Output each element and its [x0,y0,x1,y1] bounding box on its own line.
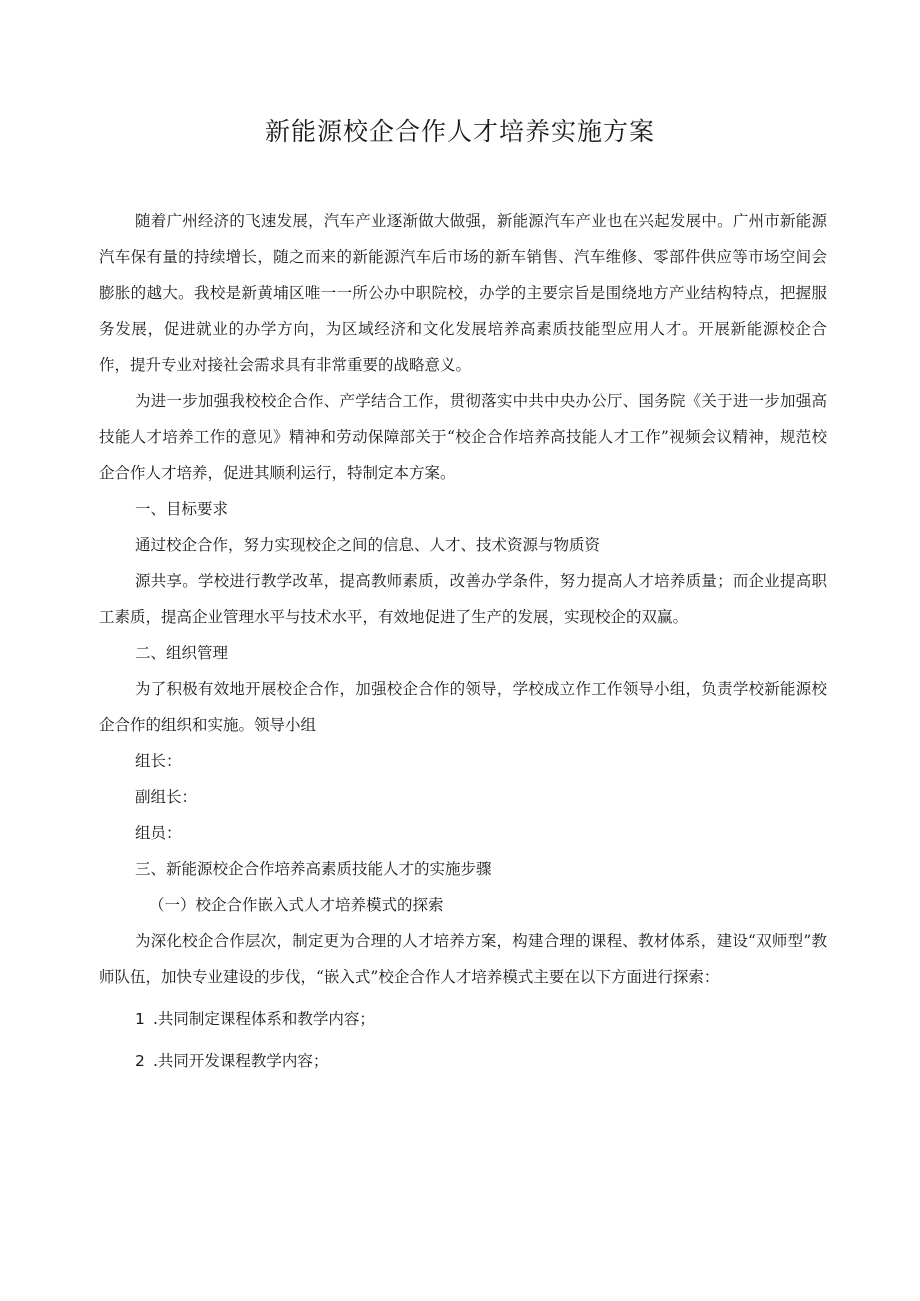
list-item-number: 1 [135,1010,145,1028]
members-label: 组员： [135,824,182,842]
deputy-leader-label: 副组长： [135,788,198,806]
list-item-number: 2 [135,1052,145,1070]
document-title: 新能源校企合作人才培养实施方案 [264,117,655,146]
intro-paragraph-2: 为进一步加强我校校企合作、产学结合工作，贯彻落实中共中央办公厅、国务院《关于进一步加强高技能人才培养工作的意见》精神和劳动保障部关于“校企合作培养高技能人才工作”视频会议精神，规范校企合作人才培养，促进其顺利运行，特制定本方案。 [99,392,827,482]
list-item-text: .共同开发课程教学内容； [153,1052,329,1070]
intro-paragraph-1: 随着广州经济的飞速发展，汽车产业逐渐做大做强，新能源汽车产业也在兴起发展中。广州市新能源汽车保有量的持续增长，随之而来的新能源汽车后市场的新车销售、汽车维修、零部件供应等市场空间会膨胀的越大。我校是新黄埔区唯一一所公办中职院校，办学的主要宗旨是围绕地方产业结构特点，把握服务发展，促进就业的办学方向，为区域经济和文化发展培养高素质技能型应用人才。开展新能源校企合作，提升专业对接社会需求具有非常重要的战略意义。 [99,212,827,374]
section1-line-2: 源共享。学校进行教学改革，提高教师素质，改善办学条件，努力提高人才培养质量；而企业提高职工素质，提高企业管理水平与技术水平，有效地促进了生产的发展，实现校企的双赢。 [99,572,827,626]
list-item [99,1001,827,1037]
section2-text: 为了积极有效地开展校企合作，加强校企合作的领导，学校成立作工作领导小组，负责学校新能源校企合作的组织和实施。领导小组 [99,680,827,734]
section3-subheading: （一）校企合作嵌入式人才培养模式的探索 [149,896,444,914]
section2-heading: 二、组织管理 [135,644,229,662]
document-body [99,203,827,1079]
section3-text: 为深化校企合作层次，制定更为合理的人才培养方案，构建合理的课程、教材体系，建设“双师型”教师队伍，加快专业建设的步伐，“嵌入式”校企合作人才培养模式主要在以下方面进行探索： [99,932,827,986]
section1-line-1: 通过校企合作，努力实现校企之间的信息、人才、技术资源与物质资 [135,536,601,554]
list-item [99,1043,827,1079]
section1-heading: 一、目标要求 [135,500,229,518]
list-item-text: .共同制定课程体系和教学内容； [153,1010,375,1028]
leader-label: 组长： [135,752,182,770]
section3-heading: 三、新能源校企合作培养高素质技能人才的实施步骤 [135,860,492,878]
